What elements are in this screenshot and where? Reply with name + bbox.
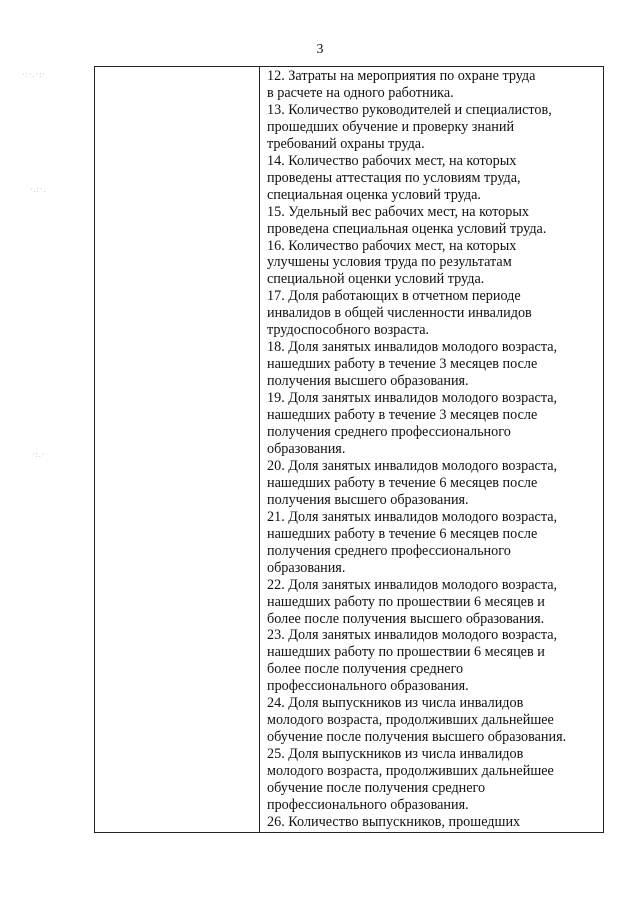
- indicator-text-line: 25. Доля выпускников из числа инвалидов: [267, 746, 524, 763]
- indicator-text-line: нашедших работу в течение 3 месяцев после: [267, 407, 538, 424]
- indicator-text-line: нашедших работу в течение 6 месяцев после: [267, 525, 538, 542]
- indicator-text-line: более после получения высшего образования.: [267, 610, 545, 627]
- page-number: 3: [316, 42, 324, 57]
- indicator-text-line: получения среднего профессионального: [267, 424, 511, 441]
- indicator-text-line: 12. Затраты на мероприятия по охране труда: [267, 68, 536, 84]
- indicator-text-line: трудоспособного возраста.: [267, 322, 430, 339]
- indicator-text-line: нашедших работу по прошествии 6 месяцев и: [267, 593, 545, 610]
- indicator-text-line: 21. Доля занятых инвалидов молодого возраста,: [267, 508, 558, 525]
- indicator-item: [267, 695, 597, 746]
- indicator-text-line: специальная оценка условий труда.: [267, 186, 481, 203]
- indicator-text-line: 22. Доля занятых инвалидов молодого возраста,: [267, 576, 558, 593]
- indicator-text-line: молодого возраста, продолживших дальнейшее: [267, 712, 554, 729]
- indicator-text-line: 23. Доля занятых инвалидов молодого возраста,: [267, 627, 558, 644]
- indicator-text-line: 13. Количество руководителей и специалистов,: [267, 101, 552, 118]
- indicator-text-line: в расчете на одного работника.: [267, 84, 454, 101]
- indicator-text-line: образования.: [267, 440, 346, 457]
- indicator-item: [267, 814, 597, 831]
- indicator-text-line: образования.: [267, 559, 346, 576]
- table-left-column: [95, 67, 260, 832]
- indicator-item: [267, 458, 597, 509]
- indicator-text-line: проведена специальная оценка условий труда.: [267, 220, 547, 237]
- indicator-text-line: нашедших работу в течение 3 месяцев после: [267, 356, 538, 373]
- indicator-text-line: 17. Доля работающих в отчетном периоде: [267, 288, 521, 305]
- indicator-text-line: специальной оценки условий труда.: [267, 271, 485, 288]
- indicator-text-line: улучшены условия труда по результатам: [267, 254, 512, 271]
- indicator-text-line: 18. Доля занятых инвалидов молодого возраста,: [267, 339, 558, 356]
- indicator-item: [267, 577, 597, 628]
- indicator-text-line: 26. Количество выпускников, прошедших: [267, 813, 521, 830]
- indicator-item: [267, 153, 597, 204]
- indicator-text-line: профессионального образования.: [267, 678, 469, 695]
- document-table: [94, 66, 604, 832]
- indicator-list: [260, 67, 603, 831]
- indicator-item: [267, 339, 597, 390]
- indicator-text-line: инвалидов в общей численности инвалидов: [267, 305, 532, 322]
- indicator-text-line: молодого возраста, продолживших дальнейшее: [267, 763, 554, 780]
- indicator-text-line: 15. Удельный вес рабочих мест, на которых: [267, 203, 529, 220]
- indicator-text-line: проведены аттестация по условиям труда,: [267, 169, 521, 186]
- indicator-text-line: нашедших работу в течение 6 месяцев после: [267, 474, 538, 491]
- indicator-text-line: более после получения среднего: [267, 661, 464, 678]
- indicator-text-line: 19. Доля занятых инвалидов молодого возраста,: [267, 390, 558, 407]
- indicator-text-line: прошедших обучение и проверку знаний: [267, 118, 515, 135]
- indicator-item: [267, 204, 597, 238]
- indicator-item: [267, 238, 597, 289]
- indicator-text-line: нашедших работу по прошествии 6 месяцев и: [267, 644, 545, 661]
- indicator-item: [267, 102, 597, 153]
- table-bottom-border: [94, 832, 604, 833]
- scan-artifact: ·.:·.: [30, 185, 47, 194]
- indicator-text-line: 14. Количество рабочих мест, на которых: [267, 152, 517, 169]
- indicator-text-line: обучение после получения среднего: [267, 780, 486, 797]
- indicator-item: [267, 390, 597, 458]
- indicator-text-line: требований охраны труда.: [267, 135, 425, 152]
- indicator-text-line: получения высшего образования.: [267, 373, 469, 390]
- indicator-item: [267, 288, 597, 339]
- indicator-text-line: 20. Доля занятых инвалидов молодого возраста,: [267, 457, 558, 474]
- indicator-text-line: 16. Количество рабочих мест, на которых: [267, 237, 517, 254]
- indicator-text-line: 24. Доля выпускников из числа инвалидов: [267, 695, 524, 712]
- indicator-item: [267, 627, 597, 695]
- indicator-text-line: профессионального образования.: [267, 796, 469, 813]
- indicator-text-line: получения среднего профессионального: [267, 542, 511, 559]
- scan-artifact: ·:·.·:·: [22, 70, 47, 79]
- indicator-item: [267, 68, 597, 102]
- indicator-item: [267, 746, 597, 814]
- indicator-text-line: обучение после получения высшего образования.: [267, 729, 567, 746]
- indicator-text-line: получения высшего образования.: [267, 491, 469, 508]
- scan-artifact: ·:.·: [32, 450, 46, 459]
- indicator-item: [267, 509, 597, 577]
